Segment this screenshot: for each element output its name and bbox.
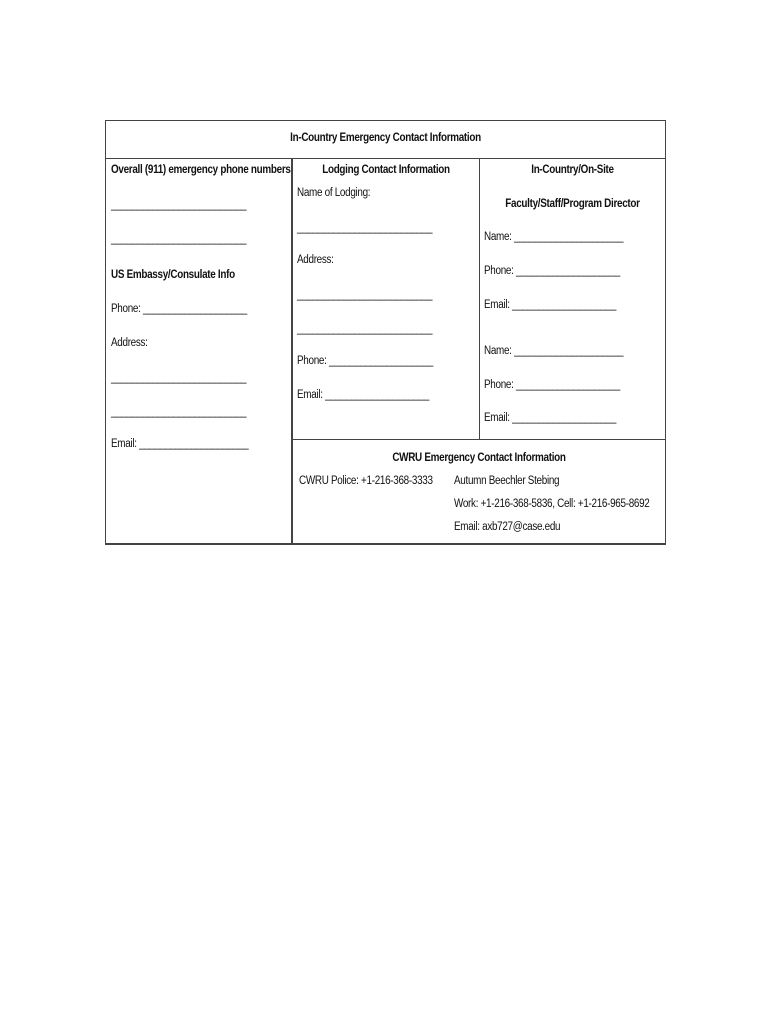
onsite-subheading: Faculty/Staff/Program Director [505, 198, 640, 210]
embassy-address-blank-2: __________________________ [111, 406, 247, 418]
embassy-email-field: Email: _____________________ [111, 438, 249, 450]
onsite-phone-1: Phone: ____________________ [484, 265, 620, 277]
overall-blank-1: __________________________ [111, 199, 247, 211]
embassy-address-blank-1: __________________________ [111, 372, 247, 384]
cwru-email: Email: axb727@case.edu [454, 521, 561, 533]
onsite-heading: In-Country/On-Site [531, 164, 614, 176]
middle-column-divider [479, 158, 480, 440]
embassy-heading: US Embassy/Consulate Info [111, 269, 235, 281]
lodging-email-field: Email: ____________________ [297, 389, 430, 401]
lodging-name-label: Name of Lodging: [297, 187, 371, 199]
lodging-address-label: Address: [297, 254, 334, 266]
left-column-divider [291, 158, 293, 545]
onsite-name-2: Name: _____________________ [484, 345, 624, 357]
card-title: In-Country Emergency Contact Information [290, 132, 481, 144]
cwru-heading: CWRU Emergency Contact Information [392, 452, 566, 464]
cwru-work-cell: Work: +1-216-368-5836, Cell: +1-216-965-8692 [454, 498, 650, 510]
onsite-phone-2: Phone: ____________________ [484, 379, 620, 391]
emergency-contact-card [105, 120, 666, 545]
cwru-police: CWRU Police: +1-216-368-3333 [299, 475, 433, 487]
onsite-email-1: Email: ____________________ [484, 299, 617, 311]
overall-blank-2: __________________________ [111, 233, 247, 245]
embassy-address-label: Address: [111, 337, 148, 349]
lodging-name-blank: __________________________ [297, 222, 433, 234]
lodging-address-blank-1: __________________________ [297, 289, 433, 301]
lodging-heading: Lodging Contact Information [322, 164, 450, 176]
cwru-contact-name: Autumn Beechler Stebing [454, 475, 560, 487]
cwru-divider [292, 439, 665, 440]
title-divider [106, 158, 665, 159]
onsite-name-1: Name: _____________________ [484, 231, 624, 243]
embassy-phone-field: Phone: ____________________ [111, 303, 247, 315]
overall-emergency-heading: Overall (911) emergency phone numbers [111, 164, 291, 176]
lodging-address-blank-2: __________________________ [297, 323, 433, 335]
lodging-phone-field: Phone: ____________________ [297, 355, 433, 367]
onsite-email-2: Email: ____________________ [484, 412, 617, 424]
